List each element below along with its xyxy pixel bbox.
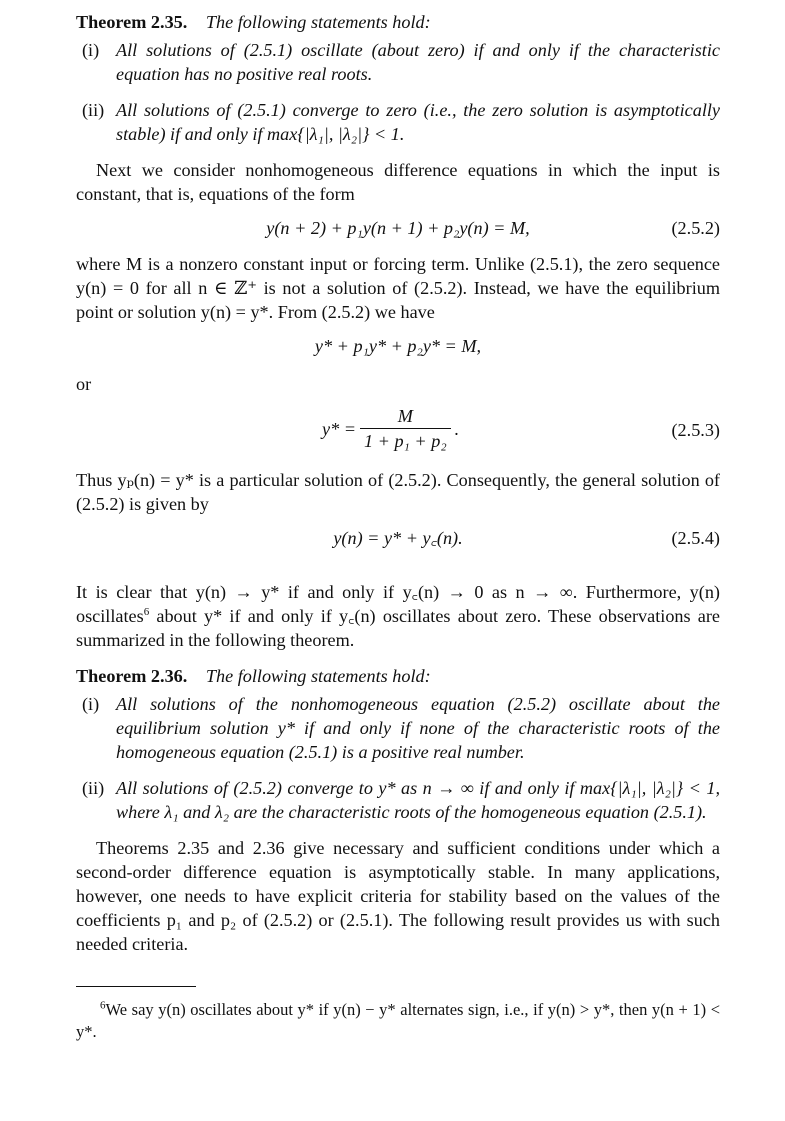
footnote-mark: 6 [143,605,150,618]
paragraph-theorems: Theorems 2.35 and 2.36 give necessary and sufficient conditions under which a second-order difference equation is asymptotically stable. In many applications, however, one needs to have explicit criteria for stability based on the values of the coefficients p₁ and p₂ of (2.5.2) or (2.5.1). The following result provides us with such needed criteria. [76,838,720,954]
footnote-text: We say y(n) oscillates about y* if y(n) − y* alternates sign, i.e., if y(n) > y*, then y(n + 1) < y*. [76,1000,720,1041]
item-text: All solutions of (2.5.2) converge to y* as n → ∞ if and only if max{|λ₁|, |λ₂|} < 1, where λ₁ and λ₂ are the characteristic roots of the homogeneous equation (2.5.1). [116,778,720,822]
equation-body: y(n + 2) + p₁y(n + 1) + p₂y(n) = M, [266,218,530,238]
fraction [360,404,451,453]
paragraph-clear [76,580,720,652]
footnote-mark: 6 [100,999,106,1012]
theorem-2-36-heading [76,664,720,688]
item-label: (i) [82,40,100,60]
item-label: (ii) [82,100,105,120]
equation-2-5-4 [76,526,720,550]
paragraph-clear-part-a: It is clear that y(n) → y* if and only if y꜀(n) → 0 as n → ∞. Furthermore, y(n) oscillates [76,582,720,626]
theorem-item [76,692,720,764]
paragraph-thus: Thus yₚ(n) = y* is a particular solution of (2.5.2). Consequently, the general solution of (2.5.2) is given by [76,470,720,514]
fraction-expression [322,404,459,453]
equation-2-5-3 [76,404,720,456]
word-or: or [76,374,92,394]
item-text: All solutions of the nonhomogeneous equation (2.5.2) oscillate about the equilibrium solution y* if and only if none of the characteristic roots of the homogeneous equation (2.5.1) is a positive real number. [116,694,720,762]
theorem-lead: The following statements hold: [205,12,431,32]
theorem-2-35-heading [76,10,720,34]
equation-2-5-2 [76,216,720,240]
item-label: (ii) [82,778,105,798]
equation-body: y(n) = y* + y꜀(n). [333,528,463,548]
equation-body: y* + p₁y* + p₂y* = M, [314,336,482,356]
item-text: All solutions of (2.5.1) converge to zero (i.e., the zero solution is asymptotically stable) if and only if max{|λ₁|, |λ₂|} < 1. [116,100,720,144]
equation-number: (2.5.3) [671,420,720,440]
theorem-item [76,776,720,824]
theorem-2-35-items [76,38,720,146]
paragraph-clear-part-b: about y* if and only if y꜀(n) oscillates about zero. These observations are summarized in the following theorem. [76,606,720,650]
equation-equilibrium [76,334,720,358]
fraction-numerator: M [397,406,413,426]
theorem-lead: The following statements hold: [205,666,431,686]
paragraph-next: Next we consider nonhomogeneous difference equations in which the input is constant, that is, equations of the form [76,160,720,204]
paragraph-where: where M is a nonzero constant input or forcing term. Unlike (2.5.1), the zero sequence y(n) = 0 for all n ∈ ℤ⁺ is not a solution of (2.5.2). Instead, we have the equilibrium point or solution y(n) = y*. From (2.5.2) we have [76,254,720,322]
theorem-title: Theorem 2.36. [76,666,188,686]
item-text: All solutions of (2.5.1) oscillate (about zero) if and only if the characteristic equation has no positive real roots. [116,40,720,84]
footnote-rule [76,986,196,987]
theorem-item [76,98,720,146]
theorem-item [76,38,720,86]
equation-number: (2.5.4) [671,528,720,548]
theorem-2-36-items [76,692,720,824]
item-label: (i) [82,694,100,714]
theorem-title: Theorem 2.35. [76,12,188,32]
fraction-denominator: 1 + p₁ + p₂ [364,431,447,451]
equation-lhs: y* = [322,418,356,439]
footnote [76,999,720,1043]
equation-number: (2.5.2) [671,218,720,238]
equation-tail: . [454,418,460,439]
page [76,10,720,1043]
